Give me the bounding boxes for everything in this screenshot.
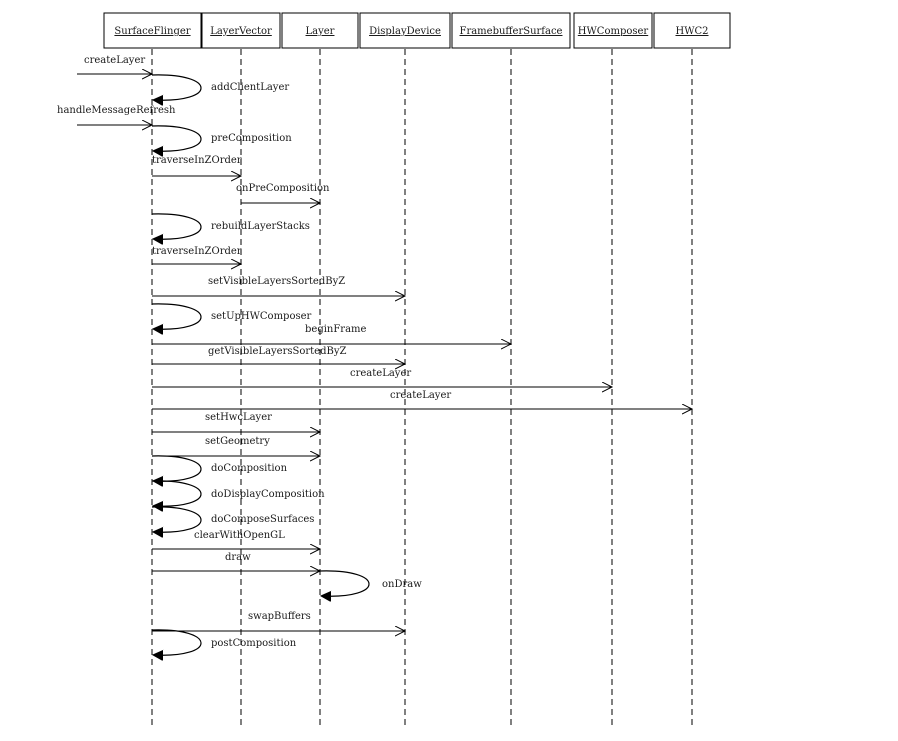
actor-label: SurfaceFlinger [114, 26, 191, 37]
message-label: traverseInZOrder [152, 155, 242, 166]
self-call-arrow [152, 481, 201, 506]
message-traverse-in-zorder [152, 246, 242, 264]
message-clear-with-open-gl [152, 530, 320, 549]
message-traverse-in-zorder [152, 155, 242, 176]
self-call-arrow [320, 571, 369, 596]
message-handle-message-refresh [57, 105, 176, 125]
message-label: beginFrame [305, 324, 367, 335]
message-create-layer [152, 390, 692, 409]
actor-surface-flinger [104, 13, 201, 48]
message-rebuild-layer-stacks [152, 214, 310, 239]
self-call-arrow [152, 304, 201, 329]
actor-hwc2 [654, 13, 730, 48]
message-label: setUpHWComposer [211, 311, 312, 322]
message-on-draw [320, 571, 422, 596]
message-label: preComposition [211, 133, 292, 144]
actor-display-device [360, 13, 450, 48]
message-label: getVisibleLayersSortedByZ [208, 346, 347, 357]
self-call-arrow [152, 507, 201, 532]
actor-label: FramebufferSurface [459, 26, 563, 37]
message-create-layer [77, 55, 152, 74]
message-create-layer [152, 368, 612, 387]
self-call-arrow [152, 126, 201, 151]
self-call-arrow [152, 214, 201, 239]
message-do-compose-surfaces [152, 507, 314, 532]
message-label: draw [225, 552, 251, 563]
actor-label: LayerVector [210, 26, 272, 37]
actor-layer [282, 13, 358, 48]
message-label: createLayer [390, 390, 452, 401]
message-swap-buffers [152, 611, 405, 631]
actor-label: HWComposer [577, 26, 649, 37]
message-set-hwc-layer [152, 412, 320, 432]
message-label: handleMessageRefresh [57, 105, 176, 116]
message-label: onPreComposition [236, 183, 330, 194]
self-call-arrow [152, 630, 201, 655]
message-label: createLayer [350, 368, 412, 379]
message-set-geometry [152, 436, 320, 456]
message-label: doDisplayComposition [211, 489, 325, 500]
message-set-visible-layers-sorted-by-z [152, 276, 405, 296]
message-label: addClientLayer [211, 82, 290, 93]
actor-layer-vector [202, 13, 280, 48]
message-add-client-layer [152, 75, 289, 100]
message-do-display-composition [152, 481, 325, 506]
message-label: doComposeSurfaces [211, 514, 315, 525]
self-call-arrow [152, 75, 201, 100]
message-on-pre-composition [236, 183, 330, 203]
message-label: rebuildLayerStacks [211, 221, 310, 232]
actor-label: HWC2 [675, 26, 709, 37]
message-label: createLayer [84, 55, 146, 66]
message-label: clearWithOpenGL [194, 530, 285, 541]
message-set-up-hwcomposer [152, 304, 312, 329]
actor-label: DisplayDevice [369, 26, 441, 37]
actor-framebuffer-surface [452, 13, 570, 48]
message-begin-frame [152, 324, 511, 344]
actor-hwcomposer [574, 13, 652, 48]
message-label: setGeometry [205, 436, 270, 447]
message-draw [152, 552, 320, 571]
message-label: setHwcLayer [205, 412, 272, 423]
message-get-visible-layers-sorted-by-z [152, 346, 405, 364]
message-label: swapBuffers [248, 611, 311, 622]
message-label: doComposition [211, 463, 288, 474]
message-pre-composition [152, 126, 292, 151]
message-post-composition [152, 630, 297, 655]
message-label: onDraw [382, 579, 422, 590]
message-label: traverseInZOrder [152, 246, 242, 257]
actor-label: Layer [305, 26, 335, 37]
message-do-composition [152, 456, 288, 481]
message-label: setVisibleLayersSortedByZ [208, 276, 346, 287]
message-label: postComposition [211, 638, 297, 649]
self-call-arrow [152, 456, 201, 481]
